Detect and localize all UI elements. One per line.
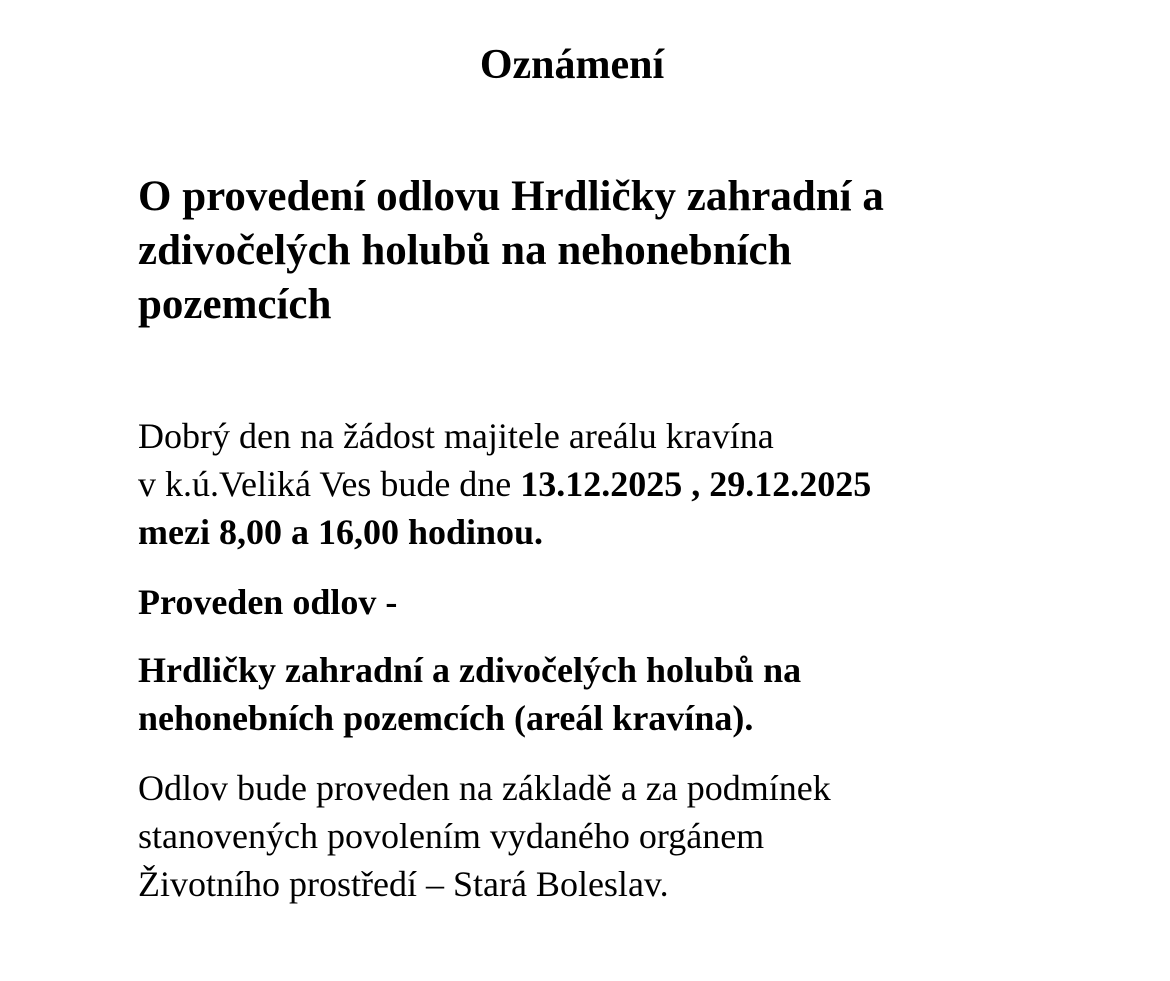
paragraph-line: Dobrý den na žádost majitele areálu kravína (138, 416, 774, 456)
paragraph-line: Proveden odlov - (138, 582, 398, 622)
announcement-paragraph (138, 412, 1098, 556)
culling-target-paragraph (138, 646, 1098, 742)
subject-line: pozemcích (138, 281, 332, 328)
paragraph-line: Odlov bude proveden na základě a za podmínek (138, 768, 831, 808)
dates-text: 13.12.2025 , 29.12.2025 (520, 464, 872, 504)
document-subject (138, 170, 1038, 332)
culling-heading (138, 578, 1098, 626)
paragraph-line: nehonebních pozemcích (areál kravína). (138, 698, 754, 738)
location-text: v k.ú.Veliká Ves bude dne (138, 464, 521, 504)
time-range-text: mezi 8,00 a 16,00 hodinou. (138, 512, 544, 552)
paragraph-line (138, 460, 1098, 508)
permit-paragraph (138, 764, 1098, 908)
subject-line: zdivočelých holubů na nehonebních (138, 227, 792, 274)
paragraph-line: stanovených povolením vydaného orgánem (138, 816, 765, 856)
document-title: Oznámení (479, 42, 665, 88)
paragraph-line: Životního prostředí – Stará Boleslav. (138, 864, 669, 904)
subject-line: O provedení odlovu Hrdličky zahradní a (138, 173, 884, 220)
paragraph-line: Hrdličky zahradní a zdivočelých holubů na (138, 650, 802, 690)
